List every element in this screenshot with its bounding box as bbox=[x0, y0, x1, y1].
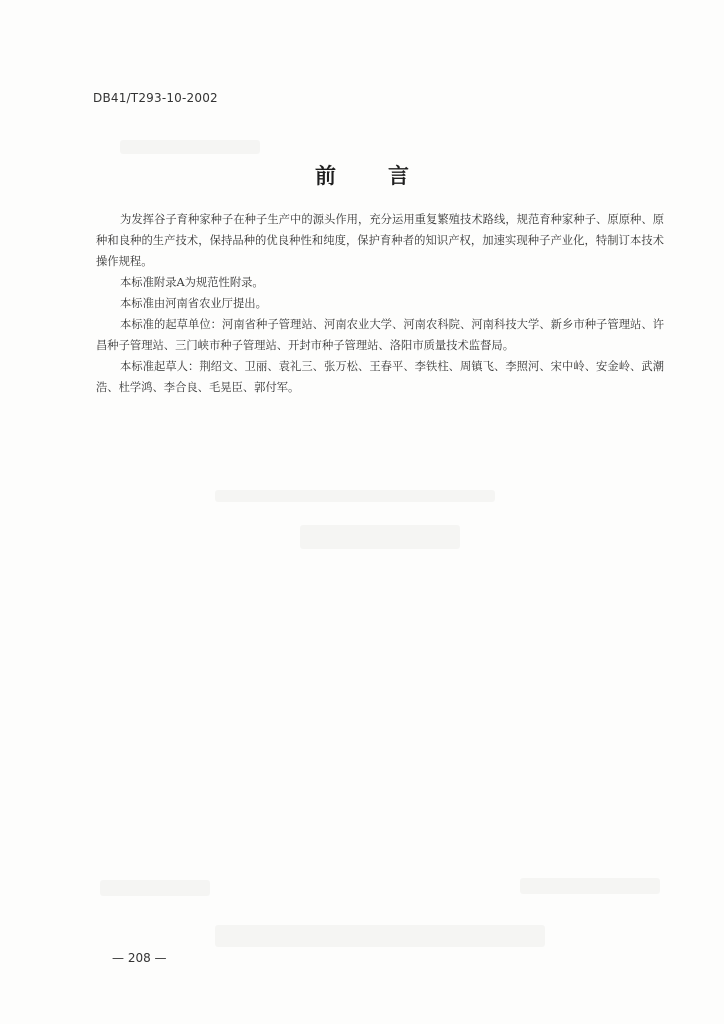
page-number: — 208 — bbox=[112, 951, 167, 965]
paragraph-purpose: 为发挥谷子育种家种子在种子生产中的源头作用，充分运用重复繁殖技术路线，规范育种家种子、原原种、原种和良种的生产技术，保持品种的优良种性和纯度，保护育种者的知识产权，加速实现种子产业化，特制订本技术操作规程。 bbox=[96, 213, 664, 268]
page-title: 前言 bbox=[315, 164, 461, 188]
paragraph-drafting-units: 本标准的起草单位：河南省种子管理站、河南农业大学、河南农科院、河南科技大学、新乡市种子管理站、许昌种子管理站、三门峡市种子管理站、开封市种子管理站、洛阳市质量技术监督局。 bbox=[96, 318, 664, 352]
standard-code: DB41/T293-10-2002 bbox=[93, 91, 218, 105]
scan-artifact bbox=[215, 925, 545, 947]
paragraph-appendix: 本标准附录A为规范性附录。 bbox=[120, 276, 264, 289]
paragraph-drafters: 本标准起草人：荆绍文、卫丽、袁礼三、张万松、王春平、李铁柱、周镇飞、李照河、宋中岭、安金岭、武潮浩、杜学鸿、李合良、毛晃臣、郭付军。 bbox=[96, 360, 664, 394]
scan-artifact bbox=[100, 880, 210, 896]
foreword-body bbox=[96, 209, 664, 398]
scan-artifact bbox=[300, 525, 460, 549]
scan-artifact bbox=[520, 878, 660, 894]
scan-artifact bbox=[215, 490, 495, 502]
paragraph-proposer: 本标准由河南省农业厅提出。 bbox=[120, 297, 267, 310]
scan-artifact bbox=[120, 140, 260, 154]
